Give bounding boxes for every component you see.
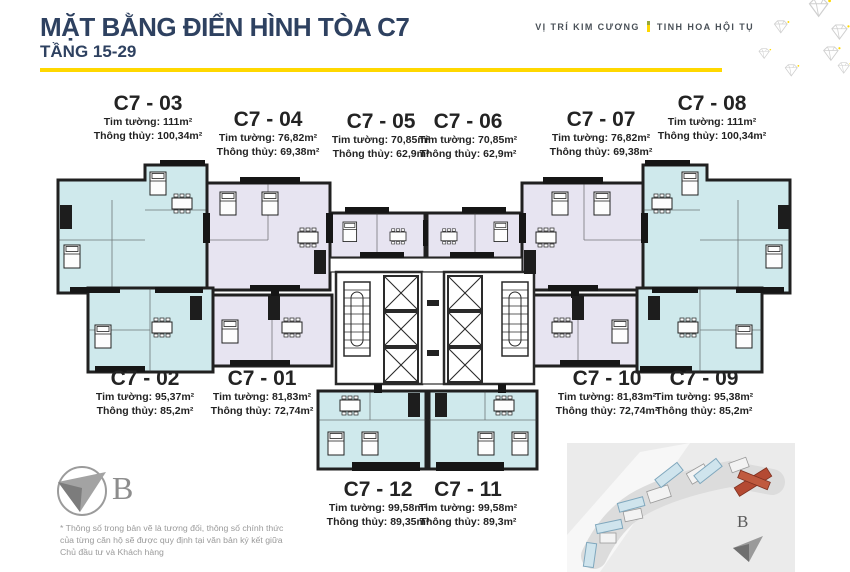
unit-area-gross: Tim tường: 111m² — [667, 116, 757, 128]
unit-code: C7 - 10 — [572, 367, 642, 390]
unit-area-gross: Tim tường: 81,83m² — [557, 391, 657, 403]
unit-area-gross: Tim tường: 95,38m² — [654, 391, 754, 403]
unit-code: C7 - 08 — [677, 92, 747, 115]
disclaimer-footnote — [60, 522, 283, 558]
accent-rule — [40, 68, 722, 72]
unit-c7-08-footprint — [643, 165, 790, 293]
corridor-center — [422, 272, 444, 384]
minimap-north-label: B — [737, 512, 749, 531]
brand-divider-icon — [647, 21, 650, 32]
unit-area-net: Thông thủy: 62,9m² — [419, 148, 517, 160]
unit-label-c7-08 — [632, 92, 792, 143]
unit-label-c7-01 — [182, 367, 342, 418]
unit-code: C7 - 06 — [433, 110, 503, 133]
unit-area-net: Thông thủy: 85,2m² — [96, 405, 194, 417]
brand-tagline — [535, 21, 754, 32]
unit-area-net: Thông thủy: 72,74m² — [210, 405, 314, 417]
footnote-line: Chủ đầu tư và Khách hàng — [60, 547, 164, 557]
unit-area-net: Thông thủy: 69,38m² — [216, 146, 320, 158]
unit-area-gross: Tim tường: 81,83m² — [212, 391, 312, 403]
unit-label-c7-09 — [624, 367, 784, 418]
north-label: B — [112, 470, 134, 506]
unit-code: C7 - 05 — [346, 110, 416, 133]
unit-code: C7 - 02 — [110, 367, 180, 390]
footnote-line: * Thông số trong bản vẽ là tương đối, thông số chính thức — [60, 523, 284, 533]
unit-area-gross: Tim tường: 99,58m² — [328, 502, 428, 514]
site-minimap — [567, 443, 795, 572]
brand-left: VỊ TRÍ KIM CƯƠNG — [535, 21, 640, 32]
unit-area-gross: Tim tường: 70,85m² — [331, 134, 431, 146]
page-title: MẶT BẰNG ĐIỂN HÌNH TÒA C7 — [40, 12, 410, 42]
unit-area-net: Thông thủy: 100,34m² — [93, 130, 203, 142]
unit-area-gross: Tim tường: 111m² — [103, 116, 193, 128]
unit-area-net: Thông thủy: 62,9m² — [332, 148, 430, 160]
unit-area-net: Thông thủy: 100,34m² — [657, 130, 767, 142]
unit-code: C7 - 04 — [233, 108, 303, 131]
unit-area-gross: Tim tường: 99,58m² — [418, 502, 518, 514]
unit-code: C7 - 12 — [343, 478, 413, 501]
floorplan — [58, 160, 790, 471]
page-subtitle: TẦNG 15-29 — [40, 42, 137, 61]
elevator-core-right — [444, 272, 534, 384]
unit-area-net: Thông thủy: 72,74m² — [555, 405, 659, 417]
unit-area-gross: Tim tường: 76,82m² — [218, 132, 318, 144]
north-compass-icon — [58, 467, 106, 515]
unit-area-net: Thông thủy: 69,38m² — [549, 146, 653, 158]
unit-c7-03-footprint — [58, 165, 207, 293]
unit-area-net: Thông thủy: 89,3m² — [419, 516, 517, 528]
unit-area-gross: Tim tường: 70,85m² — [418, 134, 518, 146]
unit-area-net: Thông thủy: 89,35m² — [326, 516, 430, 528]
unit-code: C7 - 03 — [113, 92, 183, 115]
unit-area-gross: Tim tường: 76,82m² — [551, 132, 651, 144]
unit-area-net: Thông thủy: 85,2m² — [655, 405, 753, 417]
brand-right: TINH HOA HỘI TỤ — [656, 21, 754, 32]
unit-code: C7 - 09 — [669, 367, 739, 390]
footnote-line: của từng căn hộ sẽ được quy định tại văn bản ký kết giữa — [60, 535, 283, 545]
unit-area-gross: Tim tường: 95,37m² — [95, 391, 195, 403]
diamond-watermark-icons — [759, 0, 850, 76]
unit-code: C7 - 01 — [227, 367, 297, 390]
unit-code: C7 - 07 — [566, 108, 636, 131]
elevator-core-left — [336, 272, 422, 384]
unit-code: C7 - 11 — [434, 478, 502, 501]
unit-label-c7-11 — [388, 478, 548, 529]
